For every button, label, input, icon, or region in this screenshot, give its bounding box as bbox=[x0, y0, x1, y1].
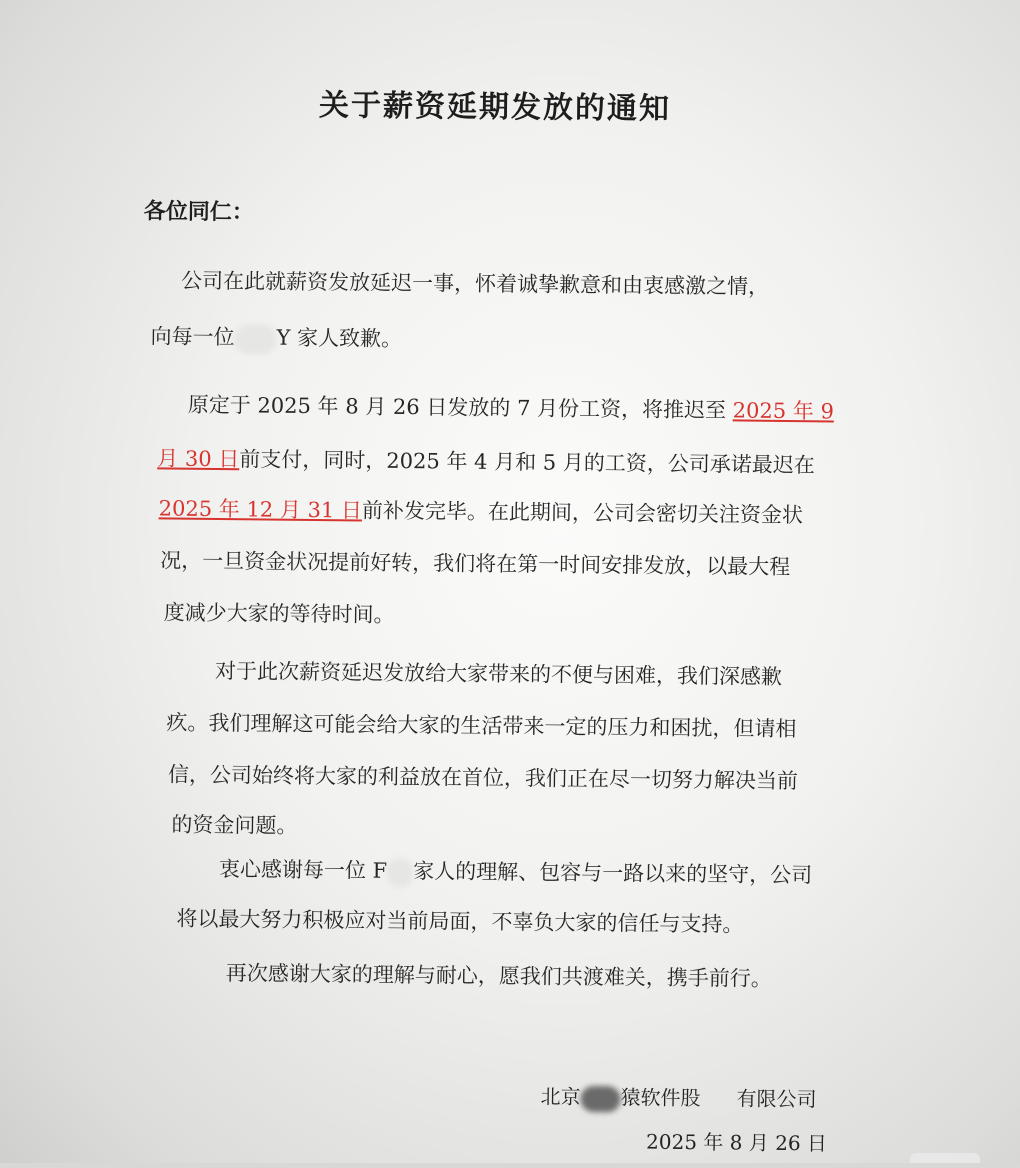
highlighted-date: 2025 年 12 月 31 日 bbox=[158, 496, 363, 523]
redaction-mark bbox=[387, 857, 413, 887]
redaction-mark bbox=[700, 1087, 736, 1113]
paragraph-2-line-3 bbox=[159, 492, 804, 529]
paragraph-2-line-4: 况，一旦资金状况提前好转，我们将在第一时间安排发放，以最大程 bbox=[160, 548, 791, 580]
paragraph-2-text: 前支付，同时，2025 年 4 月和 5 月的工资，公司承诺最迟在 bbox=[239, 447, 815, 478]
paragraph-2-line-5: 度减少大家的等待时间。 bbox=[163, 600, 395, 627]
paragraph-1-line-1: 公司在此就薪资发放延迟一事，怀着诚挚歉意和由衷感激之情， bbox=[180, 268, 770, 299]
document-title: 关于薪资延期发放的通知 bbox=[318, 88, 672, 127]
paragraph-3-line-3: 信，公司始终将大家的利益放在首位，我们正在尽一切努力解决当前 bbox=[167, 762, 799, 794]
company-name-c: 有限公司 bbox=[736, 1086, 817, 1112]
redaction-mark bbox=[580, 1085, 620, 1111]
company-name-b: 猿软件股 bbox=[620, 1085, 701, 1111]
company-signature bbox=[540, 1080, 816, 1113]
photo-corner-overlay bbox=[910, 1153, 980, 1163]
paragraph-4-line-1 bbox=[219, 853, 813, 892]
paragraph-4-line-2: 将以最大努力积极应对当前局面，不辜负大家的信任与支持。 bbox=[176, 906, 744, 937]
paragraph-1-text-a: 向每一位 bbox=[150, 324, 235, 350]
paragraph-2-text: 前补发完毕。在此期间，公司会密切关注资金状 bbox=[361, 498, 804, 528]
paragraph-2-line-1 bbox=[188, 389, 834, 426]
signature-date: 2025 年 8 月 26 日 bbox=[646, 1129, 828, 1156]
salutation: 各位同仁： bbox=[143, 198, 254, 226]
redaction-mark bbox=[234, 324, 276, 354]
paragraph-2-line-2 bbox=[157, 442, 815, 479]
company-name-a: 北京 bbox=[540, 1084, 581, 1109]
paragraph-3-line-4: 的资金问题。 bbox=[171, 812, 298, 838]
paragraph-1-line-2 bbox=[150, 320, 402, 355]
highlighted-date: 月 30 日 bbox=[157, 446, 240, 472]
paragraph-5-line-1: 再次感谢大家的理解与耐心，愿我们共渡难关，携手前行。 bbox=[225, 961, 772, 991]
paragraph-1-text-b: Y 家人致歉。 bbox=[276, 325, 403, 351]
paragraph-2-text: 原定于 2025 年 8 月 26 日发放的 7 月份工资，将推迟至 bbox=[187, 392, 733, 423]
paragraph-4-text-a: 衷心感谢每一位 F bbox=[218, 857, 388, 883]
paragraph-4-text-b: 家人的理解、包容与一路以来的坚守，公司 bbox=[413, 859, 813, 888]
highlighted-date: 2025 年 9 bbox=[732, 398, 835, 424]
paragraph-3-line-2: 疚。我们理解这可能会给大家的生活带来一定的压力和困扰，但请相 bbox=[166, 710, 797, 742]
paragraph-3-line-1: 对于此次薪资延迟发放给大家带来的不便与困难，我们深感歉 bbox=[214, 659, 783, 689]
